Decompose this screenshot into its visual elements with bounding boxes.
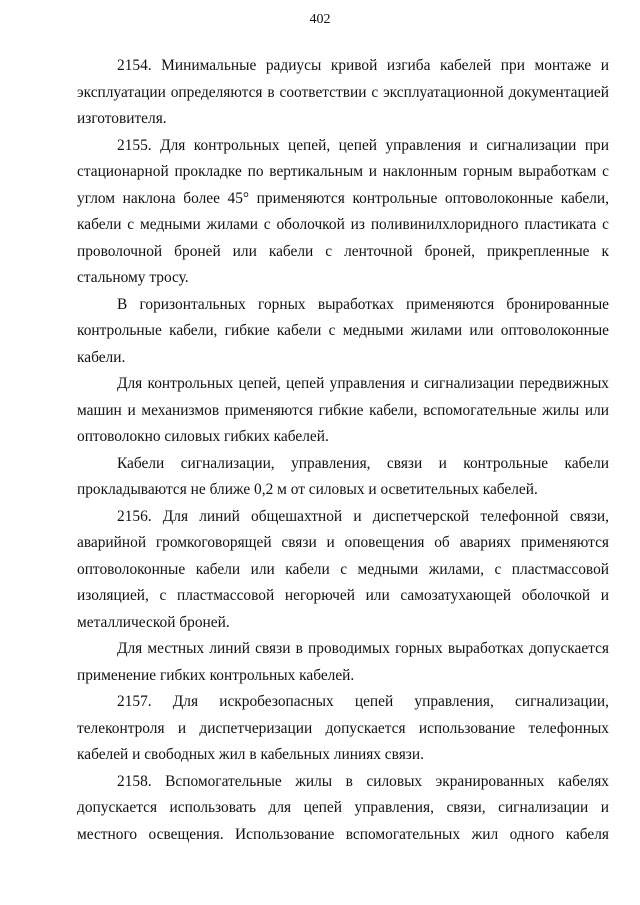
paragraph-2157: 2157. Для искробезопасных цепей управления, сигнализации, телеконтроля и диспетчеризации допускается использование телефонных кабелей и свободных жил в кабельных линиях связи. [77, 693, 609, 763]
paragraph-local-lines: Для местных линий связи в проводимых горных выработках допускается применение гибких контрольных кабелей. [77, 640, 609, 684]
page-number: 402 [309, 12, 331, 27]
paragraph-2155: 2155. Для контрольных цепей, цепей управления и сигнализации при стационарной прокладке по вертикальным и наклонным горным выработкам с углом наклона более 45° применяются контрольные оптоволоконные кабели, кабели с медными жилами с оболочкой из поливинилхлоридного пластиката с проволочной броней или кабели с ленточной броней, прикрепленные к стальному тросу. [77, 136, 609, 286]
paragraph-2154: 2154. Минимальные радиусы кривой изгиба кабелей при монтаже и эксплуатации определяются в соответствии с эксплуатационной документацией изготовителя. [77, 57, 609, 127]
paragraph-horizontal-workings: В горизонтальных горных выработках применяются бронированные контрольные кабели, гибкие кабели с медными жилами или оптоволоконные кабели. [77, 295, 609, 366]
paragraph-cable-distance: Кабели сигнализации, управления, связи и контрольные кабели прокладываются не ближе 0,2 м от силовых и осветительных кабелей. [77, 454, 609, 498]
paragraph-2158: 2158. Вспомогательные жилы в силовых экранированных кабелях допускается использовать для цепей управления, связи, сигнализации и местного освещения. Использование вспомогательных жил одного кабеля [77, 772, 609, 843]
paragraph-2156: 2156. Для линий общешахтной и диспетчерской телефонной связи, аварийной громкоговорящей связи и оповещения об авариях применяются оптоволоконные кабели или кабели с медными жилами, с пластмассовой изоляцией, с пластмассовой негорючей или самозатухающей оболочкой и металлической броней. [77, 507, 609, 631]
paragraph-mobile-machines: Для контрольных цепей, цепей управления и сигнализации передвижных машин и механизмов применяются гибкие кабели, вспомогательные жилы или оптоволокно силовых гибких кабелей. [77, 375, 609, 445]
document-body [77, 53, 609, 848]
